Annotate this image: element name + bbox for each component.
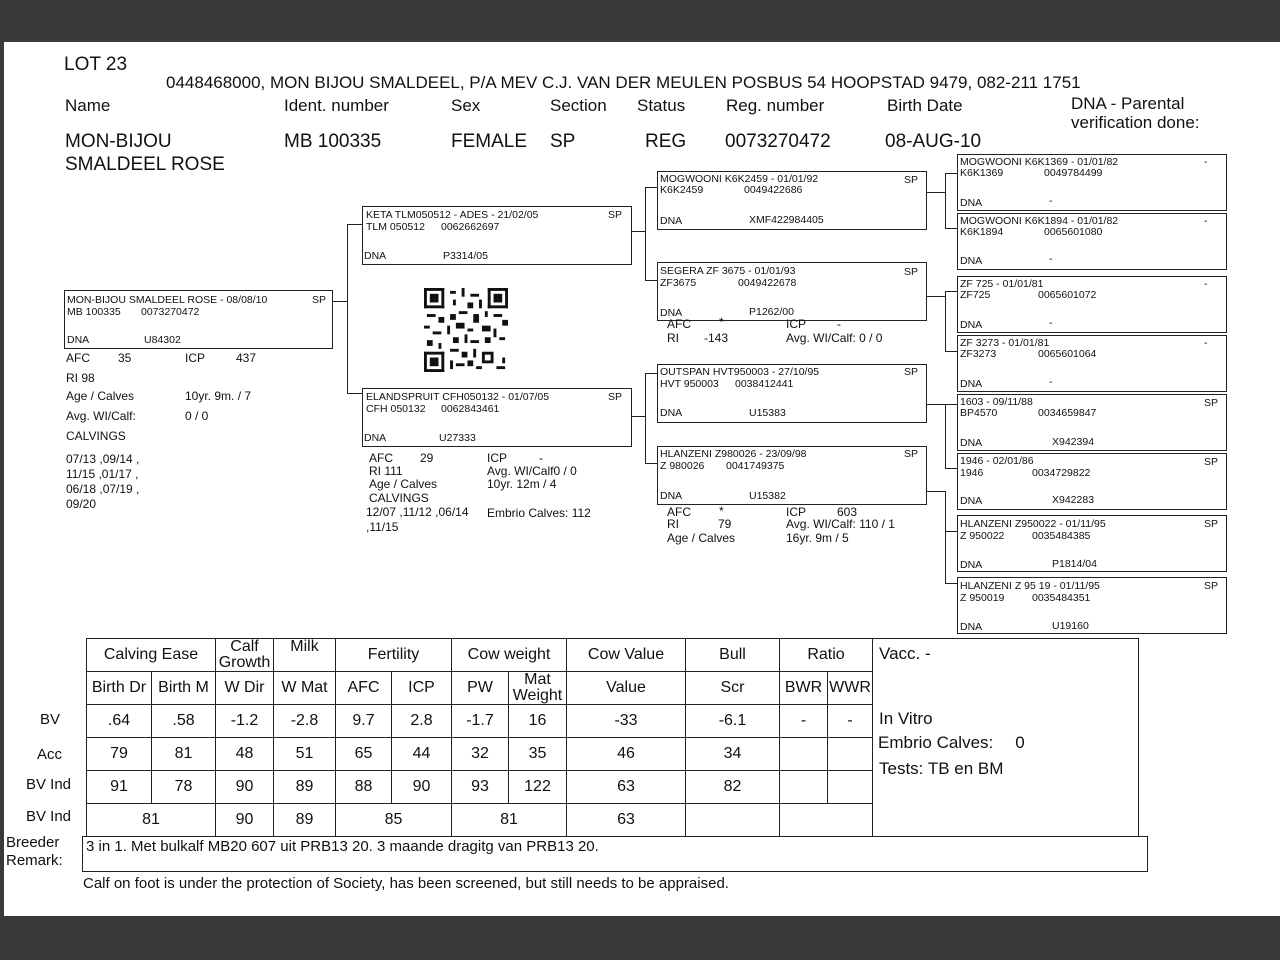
row-label-acc: Acc xyxy=(37,746,63,763)
connector xyxy=(645,187,657,188)
gp3-dna: U15383 xyxy=(749,407,786,419)
table-cell: 34 xyxy=(686,738,780,771)
ggp1-title: MOGWOONI K6K1369 - 01/01/82 xyxy=(960,156,1119,168)
grandparent-box-1 xyxy=(657,171,927,230)
pedigree-sheet xyxy=(4,42,1280,916)
sire-ident: TLM 050512 xyxy=(366,221,425,233)
ggp4-section: - xyxy=(1204,337,1208,349)
gp3-dna-label: DNA xyxy=(660,407,683,419)
ggp3-ident: ZF725 xyxy=(960,289,991,301)
group-ratio: Ratio xyxy=(780,639,873,672)
great-grandparent-box-4 xyxy=(957,335,1227,392)
subject-box xyxy=(64,290,333,349)
table-cell xyxy=(828,738,873,771)
table-cell: .64 xyxy=(87,705,152,738)
calving-line: 09/20 xyxy=(66,497,97,511)
dam-calvings-line2: ,11/15 xyxy=(366,520,399,534)
gp4-wi: Avg. WI/Calf: 110 / 1 xyxy=(786,517,895,531)
grandparent-box-2 xyxy=(657,262,927,321)
table-cell: -6.1 xyxy=(686,705,780,738)
gp2-icp: - xyxy=(837,317,841,331)
connector xyxy=(332,301,347,302)
great-grandparent-box-3 xyxy=(957,276,1227,333)
header-reg: Reg. number xyxy=(726,96,825,115)
table-cell: 81 xyxy=(152,738,216,771)
dam-calvings-label: CALVINGS xyxy=(369,491,429,505)
table-cell: 44 xyxy=(392,738,452,771)
row-label-bvind: BV Ind xyxy=(26,776,72,793)
connector xyxy=(945,173,957,174)
table-cell: 46 xyxy=(567,738,686,771)
gp4-ri-label: RI xyxy=(667,517,679,531)
gp1-section: SP xyxy=(904,174,919,186)
gp4-icp-label: ICP xyxy=(786,505,807,519)
gp1-title: MOGWOONI K6K2459 - 01/01/92 xyxy=(660,173,819,185)
dam-age: 10yr. 12m / 4 xyxy=(487,477,557,491)
connector xyxy=(645,280,657,281)
animal-ident: MB 100335 xyxy=(284,131,382,152)
gp2-afc-label: AFC xyxy=(667,317,691,331)
gp2-dna: P1262/00 xyxy=(749,306,794,318)
table-cell xyxy=(780,771,828,804)
ggp8-dna-label: DNA xyxy=(960,621,983,633)
table-cell: 91 xyxy=(87,771,152,804)
ggp6-ident: 1946 xyxy=(960,467,984,479)
ggp5-ident: BP4570 xyxy=(960,407,998,419)
gp1-ident: K6K2459 xyxy=(660,184,704,196)
connector xyxy=(926,491,945,492)
table-cell: 81 xyxy=(87,804,216,837)
table-cell: -2.8 xyxy=(274,705,336,738)
grandparent-box-4 xyxy=(657,446,927,505)
gp1-dna: XMF422984405 xyxy=(749,214,824,226)
subject-calvings xyxy=(66,452,139,512)
table-cell: 89 xyxy=(274,804,336,837)
subject-age: 10yr. 9m. / 7 xyxy=(185,389,252,403)
table-cell: 89 xyxy=(274,771,336,804)
table-cell: - xyxy=(828,705,873,738)
group-bull: Bull xyxy=(686,639,780,672)
ggp7-title: HLANZENI Z950022 - 01/11/95 xyxy=(960,518,1106,530)
breeder-remark-text: 3 in 1. Met bulkalf MB20 607 uit PRB13 20. 3 maande dragitg van PRB13 20. xyxy=(86,838,599,855)
connector xyxy=(347,224,348,394)
dam-wi: Avg. WI/Calf0 / 0 xyxy=(487,464,577,478)
header-ident: Ident. number xyxy=(284,96,389,115)
subject-title: MON-BIJOU SMALDEEL ROSE - 08/08/10 xyxy=(67,294,268,306)
dam-embrio: Embrio Calves: 112 xyxy=(487,506,591,520)
gp2-reg: 0049422678 xyxy=(738,277,797,289)
gp2-dna-label: DNA xyxy=(660,307,683,319)
subject-calvings-label: CALVINGS xyxy=(66,429,126,443)
subject-ident: MB 100335 xyxy=(67,306,121,318)
table-cell: 82 xyxy=(686,771,780,804)
col-afc: AFC xyxy=(336,672,392,705)
subject-dna-label: DNA xyxy=(67,334,90,346)
dam-box xyxy=(362,388,632,447)
gp1-reg: 0049422686 xyxy=(744,184,803,196)
connector xyxy=(945,404,957,405)
animal-name-line1: MON-BIJOU xyxy=(65,131,172,152)
subject-ri: RI 98 xyxy=(66,371,95,385)
ggp2-reg: 0065601080 xyxy=(1044,226,1103,238)
gp4-ident: Z 980026 xyxy=(660,460,705,472)
dam-calvings-line1: 12/07 ,11/12 ,06/14 xyxy=(366,505,469,519)
grandparent-box-3 xyxy=(657,364,927,423)
col-pw: PW xyxy=(452,672,509,705)
connector xyxy=(945,404,946,468)
subject-afc: 35 xyxy=(118,351,132,365)
ggp6-reg: 0034729822 xyxy=(1032,467,1091,479)
group-calving-ease: Calving Ease xyxy=(87,639,216,672)
col-mat-weight: Mat Weight xyxy=(509,672,567,705)
footer-note: Calf on foot is under the protection of Society, has been screened, but still needs to be appraised. xyxy=(83,875,729,892)
col-w-dir: W Dir xyxy=(216,672,274,705)
dam-reg: 0062843461 xyxy=(441,403,500,415)
subject-wi-label: Avg. WI/Calf: xyxy=(66,409,136,423)
col-bwr: BWR xyxy=(780,672,828,705)
table-cell xyxy=(828,771,873,804)
subject-icp-label: ICP xyxy=(185,351,206,365)
connector xyxy=(645,373,657,374)
connector xyxy=(645,463,657,464)
ggp5-dna: X942394 xyxy=(1052,436,1095,448)
table-cell: - xyxy=(780,705,828,738)
ggp2-ident: K6K1894 xyxy=(960,226,1004,238)
animal-status: REG xyxy=(645,131,687,152)
connector xyxy=(645,373,646,463)
great-grandparent-box-7 xyxy=(957,515,1227,572)
ggp1-reg: 0049784499 xyxy=(1044,167,1103,179)
gp2-wi: Avg. WI/Calf: 0 / 0 xyxy=(786,331,883,345)
qr-code xyxy=(422,288,510,372)
header-birth: Birth Date xyxy=(887,96,963,115)
table-cell: -1.2 xyxy=(216,705,274,738)
embrio-value: 0 xyxy=(1015,733,1025,752)
col-icp: ICP xyxy=(392,672,452,705)
ggp5-title: 1603 - 09/11/88 xyxy=(960,396,1033,408)
header-sex: Sex xyxy=(451,96,481,115)
connector xyxy=(945,291,946,351)
col-wwr: WWR xyxy=(828,672,873,705)
great-grandparent-box-6 xyxy=(957,453,1227,510)
table-cell: 48 xyxy=(216,738,274,771)
connector xyxy=(945,491,946,583)
connector xyxy=(347,224,362,225)
table-cell: 63 xyxy=(567,804,686,837)
ggp3-dna-label: DNA xyxy=(960,319,983,331)
breeder-remark-box xyxy=(82,836,1148,872)
col-scr: Scr xyxy=(686,672,780,705)
table-cell: 93 xyxy=(452,771,509,804)
embrio-label: Embrio Calves: xyxy=(878,733,994,752)
gp4-reg: 0041749375 xyxy=(726,460,785,472)
subject-age-label: Age / Calves xyxy=(66,389,135,403)
table-cell: 32 xyxy=(452,738,509,771)
dam-icp-label: ICP xyxy=(487,451,508,465)
header-name: Name xyxy=(65,96,111,115)
connector xyxy=(347,393,362,394)
ggp3-reg: 0065601072 xyxy=(1038,289,1097,301)
subject-dna: U84302 xyxy=(144,334,181,346)
ggp3-dna: - xyxy=(1049,317,1053,329)
dam-section: SP xyxy=(608,391,623,403)
dam-age-label: Age / Calves xyxy=(369,477,438,491)
header-dna: DNA - Parental verification done: xyxy=(1071,94,1200,132)
connector xyxy=(926,404,945,405)
ggp1-section: - xyxy=(1204,156,1208,168)
ggp7-section: SP xyxy=(1204,518,1219,530)
col-value: Value xyxy=(567,672,686,705)
ggp1-ident: K6K1369 xyxy=(960,167,1004,179)
gp2-ri-label: RI xyxy=(667,331,679,345)
gp3-ident: HVT 950003 xyxy=(660,378,719,390)
animal-section: SP xyxy=(550,131,576,152)
connector xyxy=(945,468,957,469)
gp4-age-label: Age / Calves xyxy=(667,531,736,545)
table-cell: 85 xyxy=(336,804,452,837)
dam-title: ELANDSPRUIT CFH050132 - 01/07/05 xyxy=(366,391,550,403)
breeding-values-table xyxy=(86,638,1139,837)
ggp7-dna-label: DNA xyxy=(960,559,983,571)
table-cell: .58 xyxy=(152,705,216,738)
breeder-label-line2: Remark: xyxy=(6,852,63,869)
gp3-title: OUTSPAN HVT950003 - 27/10/95 xyxy=(660,366,820,378)
vacc-text: Vacc. - xyxy=(879,644,931,663)
ggp6-section: SP xyxy=(1204,456,1219,468)
subject-reg: 0073270472 xyxy=(141,306,200,318)
lot-number: LOT 23 xyxy=(64,54,128,75)
animal-birth: 08-AUG-10 xyxy=(885,131,982,152)
dam-ri: RI 111 xyxy=(369,464,403,478)
gp4-icp: 603 xyxy=(837,505,858,519)
connector xyxy=(945,351,957,352)
subject-icp: 437 xyxy=(236,351,257,365)
ggp3-title: ZF 725 - 01/01/81 xyxy=(960,278,1044,290)
table-cell: 81 xyxy=(452,804,567,837)
gp2-section: SP xyxy=(904,266,919,278)
header-status: Status xyxy=(637,96,686,115)
great-grandparent-box-5 xyxy=(957,394,1227,451)
gp4-dna: U15382 xyxy=(749,490,786,502)
table-cell: 65 xyxy=(336,738,392,771)
connector xyxy=(645,187,646,280)
dam-afc: 29 xyxy=(420,451,434,465)
col-birth-dr: Birth Dr xyxy=(87,672,152,705)
table-cell: -33 xyxy=(567,705,686,738)
row-label-bvind2: BV Ind xyxy=(26,808,72,825)
invitro-text: In Vitro xyxy=(879,709,933,728)
ggp7-reg: 0035484385 xyxy=(1032,530,1091,542)
animal-name-line2: SMALDEEL ROSE xyxy=(65,154,225,175)
ggp2-dna: - xyxy=(1049,253,1053,265)
tests-text: Tests: TB en BM xyxy=(879,759,1004,778)
calving-line: 07/13 ,09/14 , xyxy=(66,452,140,466)
ggp6-title: 1946 - 02/01/86 xyxy=(960,455,1034,467)
embrio-calves xyxy=(878,735,1025,751)
gp2-afc: * xyxy=(719,315,724,329)
group-cow-value: Cow Value xyxy=(567,639,686,672)
table-cell xyxy=(780,804,873,837)
gp3-section: SP xyxy=(904,366,919,378)
table-cell: -1.7 xyxy=(452,705,509,738)
gp2-icp-label: ICP xyxy=(786,317,807,331)
group-fertility: Fertility xyxy=(336,639,452,672)
ggp3-section: - xyxy=(1204,278,1208,290)
great-grandparent-box-1 xyxy=(957,154,1227,211)
table-cell: 90 xyxy=(216,771,274,804)
calving-line: 11/15 ,01/17 , xyxy=(66,467,139,481)
table-cell: 90 xyxy=(216,804,274,837)
table-cell xyxy=(780,738,828,771)
dam-dna: U27333 xyxy=(439,432,476,444)
gp2-ri: -143 xyxy=(704,331,729,345)
col-w-mat: W Mat xyxy=(274,672,336,705)
connector xyxy=(945,291,957,292)
vaccination-panel xyxy=(873,639,1139,837)
ggp8-section: SP xyxy=(1204,580,1219,592)
table-cell xyxy=(686,804,780,837)
great-grandparent-box-8 xyxy=(957,577,1227,634)
sire-box xyxy=(362,206,632,265)
ggp7-ident: Z 950022 xyxy=(960,530,1005,542)
table-cell: 16 xyxy=(509,705,567,738)
sire-title: KETA TLM050512 - ADES - 21/02/05 xyxy=(366,209,539,221)
breeder-label-line1: Breeder xyxy=(6,834,60,851)
subject-afc-label: AFC xyxy=(66,351,90,365)
gp2-title: SEGERA ZF 3675 - 01/01/93 xyxy=(660,265,796,277)
animal-sex: FEMALE xyxy=(451,131,528,152)
ggp2-section: - xyxy=(1204,215,1208,227)
ggp1-dna-label: DNA xyxy=(960,197,983,209)
animal-reg: 0073270472 xyxy=(725,131,831,152)
table-cell: 122 xyxy=(509,771,567,804)
ggp5-section: SP xyxy=(1204,397,1219,409)
connector xyxy=(945,173,946,228)
gp4-ri: 79 xyxy=(718,517,732,531)
gp2-ident: ZF3675 xyxy=(660,277,697,289)
subject-section: SP xyxy=(312,294,327,306)
group-calf-growth: Calf Growth xyxy=(216,639,274,672)
table-cell: 9.7 xyxy=(336,705,392,738)
ggp2-dna-label: DNA xyxy=(960,255,983,267)
ggp7-dna: P1814/04 xyxy=(1052,558,1097,570)
connector xyxy=(945,228,957,229)
ggp6-dna-label: DNA xyxy=(960,495,983,507)
table-cell: 51 xyxy=(274,738,336,771)
col-birth-m: Birth M xyxy=(152,672,216,705)
gp4-section: SP xyxy=(904,448,919,460)
connector xyxy=(926,296,945,297)
ggp5-dna-label: DNA xyxy=(960,437,983,449)
table-cell: 2.8 xyxy=(392,705,452,738)
dam-afc-label: AFC xyxy=(369,451,393,465)
dam-icp: - xyxy=(539,451,543,465)
row-label-bv: BV xyxy=(40,711,61,728)
ggp8-dna: U19160 xyxy=(1052,620,1089,632)
calving-line: 06/18 ,07/19 , xyxy=(66,482,140,496)
gp4-title: HLANZENI Z980026 - 23/09/98 xyxy=(660,448,807,460)
dam-ident: CFH 050132 xyxy=(366,403,426,415)
group-cow-weight: Cow weight xyxy=(452,639,567,672)
sire-section: SP xyxy=(608,209,623,221)
sire-reg: 0062662697 xyxy=(441,221,500,233)
ggp4-reg: 0065601064 xyxy=(1038,348,1097,360)
connector xyxy=(926,192,945,193)
sire-dna-label: DNA xyxy=(364,250,387,262)
ggp8-ident: Z 950019 xyxy=(960,592,1005,604)
gp4-age: 16yr. 9m / 5 xyxy=(786,531,849,545)
connector xyxy=(631,416,645,417)
table-cell: 35 xyxy=(509,738,567,771)
ggp2-title: MOGWOONI K6K1894 - 01/01/82 xyxy=(960,215,1119,227)
connector xyxy=(631,231,645,232)
table-cell: 79 xyxy=(87,738,152,771)
owner-line: 0448468000, MON BIJOU SMALDEEL, P/A MEV C.J. VAN DER MEULEN POSBUS 54 HOOPSTAD 9479, 082-211 1751 xyxy=(166,73,1081,92)
ggp4-title: ZF 3273 - 01/01/81 xyxy=(960,337,1050,349)
gp3-reg: 0038412441 xyxy=(735,378,794,390)
ggp4-dna-label: DNA xyxy=(960,378,983,390)
gp4-afc: * xyxy=(719,504,724,518)
ggp8-title: HLANZENI Z 95 19 - 01/11/95 xyxy=(960,580,1100,592)
ggp6-dna: X942283 xyxy=(1052,494,1095,506)
great-grandparent-box-2 xyxy=(957,213,1227,270)
gp4-afc-label: AFC xyxy=(667,505,691,519)
ggp8-reg: 0035484351 xyxy=(1032,592,1091,604)
table-cell: 78 xyxy=(152,771,216,804)
gp1-dna-label: DNA xyxy=(660,215,683,227)
ggp4-ident: ZF3273 xyxy=(960,348,997,360)
subject-wi: 0 / 0 xyxy=(185,409,209,423)
ggp5-reg: 0034659847 xyxy=(1038,407,1097,419)
ggp4-dna: - xyxy=(1049,376,1053,388)
connector xyxy=(945,531,957,532)
table-cell: 63 xyxy=(567,771,686,804)
header-section: Section xyxy=(550,96,607,115)
connector xyxy=(945,583,957,584)
breeder-remark-label xyxy=(6,834,63,870)
table-cell: 88 xyxy=(336,771,392,804)
table-cell: 90 xyxy=(392,771,452,804)
gp4-dna-label: DNA xyxy=(660,490,683,502)
dam-dna-label: DNA xyxy=(364,432,387,444)
sire-dna: P3314/05 xyxy=(443,250,488,262)
group-milk: Milk xyxy=(274,639,336,672)
ggp1-dna: - xyxy=(1049,195,1053,207)
